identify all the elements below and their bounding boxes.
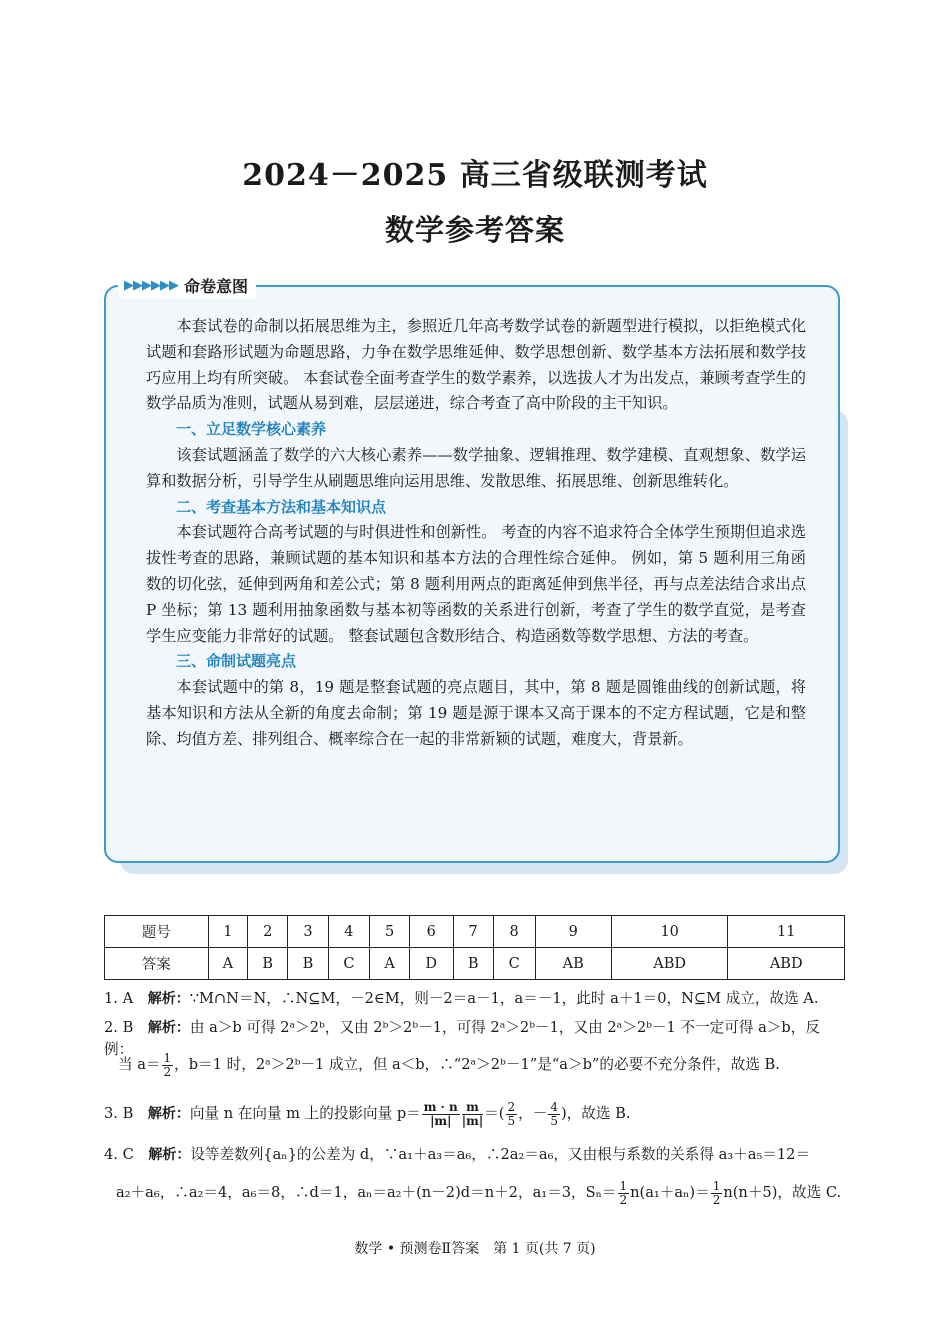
solution-tag: 解析：: [147, 991, 190, 1007]
section-heading-3: 三、命制试题亮点: [176, 652, 297, 671]
fraction-denominator: 2: [712, 1192, 721, 1207]
solution-number: 4. C: [104, 1146, 149, 1163]
table-row-label: 答案: [105, 948, 209, 980]
table-cell: B: [248, 948, 288, 980]
fraction-numerator: 4: [550, 1099, 558, 1114]
solution-text: ，b＝1 时，2ᵃ＞2ᵇ－1 成立，但 a＜b，∴“2ᵃ＞2ᵇ－1”是“a＞b”的必要不充分条件，故选 B.: [174, 1056, 780, 1073]
solution-text: a₂＋a₆，∴a₂＝4，a₆＝8，∴d＝1，aₙ＝a₂＋(n－2)d＝n＋2，a₁＝3，Sₙ＝: [116, 1184, 617, 1201]
section-text-1: 该套试题涵盖了数学的六大核心素养——数学抽象、逻辑推理、数学建模、直观想象、数学运算和数据分析，引导学生从刷题思维向运用思维、发散思维、拓展思维、创新思维转化。: [146, 445, 806, 490]
arrow-icons: ▶▶▶▶▶▶: [124, 277, 178, 293]
fraction-denominator: 2: [619, 1192, 628, 1207]
table-cell: 1: [208, 916, 248, 948]
solution-text: ∵M∩N＝N，∴N⊆M，－2∈M，则－2＝a－1，a＝－1，此时 a＋1＝0，N⊆M 成立，故选 A.: [189, 990, 819, 1007]
section-text-2: 本套试题符合高考试题的与时俱进性和创新性。 考查的内容不追求符合全体学生预期但追求选拔性考查的思路，兼顾试题的基本知识和基本方法的合理性综合延伸。 例如，第 5 题利用三角函数的切化弦，延伸到两角和差公式；第 8 题利用两点的距离延伸到焦半径，再与点差法结合求出点 P 坐标；第 13 题利用抽象函数与基本初等函数的关系进行创新，考查了学生的数学直觉，是考查学生应变能力非常好的试题。 整套试题包含数形结合、构造函数等数学思想、方法的考查。: [146, 523, 806, 645]
solution-tag: 解析：: [147, 1020, 190, 1036]
section-heading-1: 一、立足数学核心素养: [176, 420, 327, 439]
table-cell: 3: [288, 916, 328, 948]
fraction: [711, 1180, 723, 1207]
table-row-label: 题号: [105, 916, 209, 948]
exam-title: 2024－2025 高三省级联测考试: [242, 158, 708, 193]
table-cell: B: [453, 948, 493, 980]
fraction: [618, 1180, 630, 1207]
solution-text: n(n＋5)，故选 C.: [723, 1184, 842, 1201]
fraction: [422, 1101, 460, 1128]
solution-1: [104, 988, 848, 1010]
fraction-denominator: 2: [163, 1064, 172, 1079]
solution-number: 3. B: [104, 1105, 148, 1122]
fraction-numerator: m · n: [423, 1099, 458, 1114]
section-text-3: 本套试题中的第 8，19 题是整套试题的亮点题目，其中，第 8 题是圆锥曲线的创新试题，将基本知识和方法从全新的角度去命制；第 19 题是源于课本又高于课本的不定方程试题，它是和整除、均值方差、排列组合、概率综合在一起的非常新颖的试题，难度大，背景新。: [146, 678, 806, 748]
fraction: [462, 1101, 483, 1128]
intro-paragraph: 本套试卷的命制以拓展思维为主，参照近几年高考数学试卷的新题型进行模拟，以拒绝模式化试题和套路形试题为命题思路，力争在数学思维延伸、数学思想创新、数学基本方法拓展和数学技巧应用上均有所突破。 本套试卷全面考查学生的数学素养，以选拔人才为出发点，兼顾考查学生的数学品质为准则，试题从易到难，层层递进，综合考查了高中阶段的主干知识。: [146, 317, 806, 413]
solution-text: 当 a＝: [118, 1056, 161, 1073]
table-cell: C: [328, 948, 370, 980]
table-cell: 8: [493, 916, 535, 948]
answer-table: [104, 915, 845, 980]
table-cell: D: [409, 948, 453, 980]
table-cell: A: [208, 948, 248, 980]
table-cell: 10: [611, 916, 728, 948]
fraction-numerator: m: [462, 1101, 483, 1115]
solution-number: 2. B: [104, 1019, 148, 1036]
table-cell: C: [493, 948, 535, 980]
fraction-denominator: |m|: [430, 1113, 452, 1128]
table-cell: B: [288, 948, 328, 980]
table-cell: AB: [535, 948, 611, 980]
answer-title: 数学参考答案: [384, 213, 565, 247]
solution-text: 设等差数列{aₙ}的公差为 d，∵a₁＋a₃＝a₆，∴2a₂＝a₆，又由根与系数的关系得 a₃＋a₅＝12＝: [190, 1146, 811, 1163]
section-heading-2: 二、考查基本方法和基本知识点: [176, 497, 387, 516]
table-row-numbers: [105, 916, 845, 948]
table-cell: 11: [728, 916, 845, 948]
fraction-denominator: 5: [507, 1113, 516, 1128]
table-cell: 9: [535, 916, 611, 948]
fraction: [548, 1101, 560, 1128]
solution-tag: 解析：: [147, 1106, 190, 1122]
table-row-answers: [105, 948, 845, 980]
table-cell: A: [370, 948, 410, 980]
table-cell: 7: [453, 916, 493, 948]
solution-2-cont: [118, 1048, 848, 1082]
fraction-numerator: 1: [619, 1178, 628, 1193]
table-cell: ABD: [611, 948, 728, 980]
solution-text: ＝(: [484, 1105, 505, 1122]
table-cell: 6: [409, 916, 453, 948]
page-footer: 数学 • 预测卷Ⅱ答案 第 1 页(共 7 页): [354, 1241, 596, 1257]
solution-text: 向量 n 在向量 m 上的投影向量 p＝: [189, 1105, 421, 1122]
intent-box-content: [146, 314, 806, 753]
table-cell: 2: [248, 916, 288, 948]
fraction-numerator: 1: [163, 1050, 172, 1065]
fraction: [162, 1052, 174, 1079]
intent-box-tab: [118, 272, 256, 298]
solution-text: n(a₁＋aₙ)＝: [630, 1184, 710, 1201]
solution-text: 由 a＞b 可得 2ᵃ＞2ᵇ，又由 2ᵇ＞2ᵇ－1，可得 2ᵃ＞2ᵇ－1，又由 2ᵃ＞2ᵇ－1 不一定可得 a＞b，反例：: [104, 1019, 820, 1058]
fraction-numerator: 2: [507, 1099, 516, 1114]
fraction-denominator: |m|: [461, 1113, 484, 1128]
solution-3: [104, 1097, 848, 1131]
intent-box-label: 命卷意图: [184, 276, 249, 296]
fraction-numerator: 1: [712, 1178, 721, 1193]
solution-text: )，故选 B.: [560, 1105, 631, 1122]
solution-4: [104, 1144, 848, 1166]
solution-number: 1. A: [104, 990, 148, 1007]
table-cell: 4: [328, 916, 370, 948]
solution-text: ，－: [518, 1105, 548, 1122]
fraction-denominator: 5: [550, 1113, 558, 1128]
solution-tag: 解析：: [148, 1147, 191, 1163]
table-cell: 5: [370, 916, 410, 948]
table-cell: ABD: [728, 948, 845, 980]
solution-4-cont: [116, 1176, 848, 1210]
fraction: [506, 1101, 518, 1128]
